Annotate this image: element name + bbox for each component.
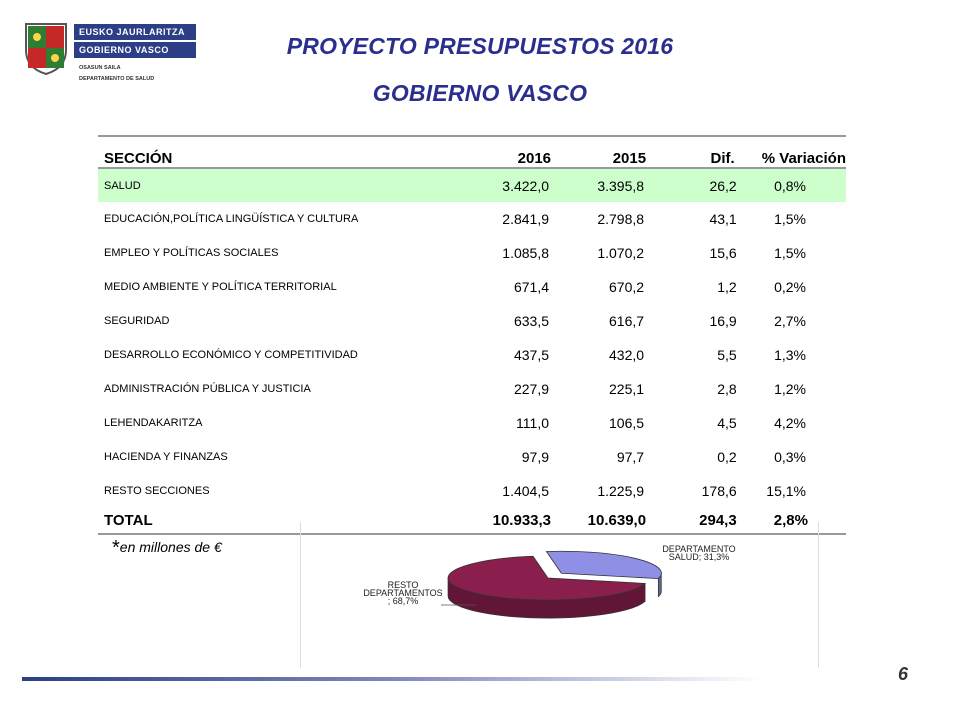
cell-variacion: 0,3%: [774, 449, 806, 465]
cell-dif: 4,5: [717, 415, 737, 431]
cell-dif: 2,8: [717, 381, 737, 397]
cell-2016: 633,5: [513, 313, 550, 329]
total-dif: 294,3: [699, 512, 737, 529]
table-row: [98, 270, 846, 304]
cell-dif: 16,9: [709, 313, 737, 329]
cell-seccion: RESTO SECCIONES: [104, 485, 210, 497]
cell-variacion: 0,2%: [774, 279, 806, 295]
table-row: [98, 440, 846, 474]
cell-2015: 1.070,2: [597, 245, 645, 261]
cell-variacion: 0,8%: [774, 177, 806, 194]
cell-2015: 670,2: [609, 279, 645, 295]
cell-seccion: SEGURIDAD: [104, 315, 170, 327]
column-header-seccion: SECCIÓN: [104, 150, 173, 167]
cell-seccion: DESARROLLO ECONÓMICO Y COMPETITIVIDAD: [104, 349, 358, 361]
table-row: [98, 372, 846, 406]
table-row: [98, 202, 846, 236]
cell-2015: 3.395,8: [597, 177, 645, 194]
cell-2016: 671,4: [513, 279, 550, 295]
page-number: 6: [898, 664, 909, 684]
column-header-dif: Dif.: [710, 150, 735, 167]
gobierno-vasco-logo: [22, 20, 192, 90]
cell-2015: 616,7: [609, 313, 645, 329]
pie-chart-container: [300, 522, 819, 668]
cell-2016: 111,0: [516, 415, 550, 431]
note-text: en millones de €: [119, 539, 222, 555]
page-subtitle: GOBIERNO VASCO: [372, 80, 588, 106]
logo-text-gobierno: GOBIERNO VASCO: [74, 42, 196, 58]
page-title: PROYECTO PRESUPUESTOS 2016: [286, 33, 674, 59]
cell-2016: 437,5: [513, 347, 550, 363]
cell-2015: 225,1: [609, 381, 645, 397]
table-row: [98, 338, 846, 372]
budget-table: [98, 135, 846, 535]
cell-2015: 2.798,8: [597, 211, 645, 227]
total-variacion: 2,8%: [773, 512, 808, 529]
cell-dif: 43,1: [709, 211, 737, 227]
cell-2016: 227,9: [513, 381, 550, 397]
cell-variacion: 1,3%: [774, 347, 806, 363]
coat-of-arms-icon: [22, 20, 70, 76]
cell-dif: 178,6: [701, 483, 737, 499]
logo-text-eusko: EUSKO JAURLARITZA: [74, 24, 196, 40]
footer-divider: [22, 677, 762, 681]
cell-seccion: EDUCACIÓN,POLÍTICA LINGÜÍSTICA Y CULTURA: [104, 213, 359, 225]
table-row: [98, 406, 846, 440]
column-header-2015: 2015: [612, 150, 647, 167]
cell-dif: 15,6: [709, 245, 737, 261]
column-header-variacion: % Variación: [761, 150, 846, 167]
cell-variacion: 1,5%: [774, 211, 806, 227]
cell-seccion: MEDIO AMBIENTE Y POLÍTICA TERRITORIAL: [104, 281, 337, 293]
table-row: [98, 236, 846, 270]
cell-2016: 2.841,9: [502, 211, 550, 227]
pie-slice-salud: [546, 551, 661, 578]
logo-subtitle-salud: DEPARTAMENTO DE SALUD: [79, 76, 155, 82]
cell-dif: 5,5: [717, 347, 737, 363]
cell-2016: 1.085,8: [502, 245, 550, 261]
cell-dif: 1,2: [717, 279, 737, 295]
cell-seccion: EMPLEO Y POLÍTICAS SOCIALES: [104, 247, 279, 259]
cell-2015: 1.225,9: [597, 483, 645, 499]
pie-chart: [301, 522, 818, 668]
cell-seccion: SALUD: [104, 179, 141, 192]
cell-2016: 97,9: [521, 449, 550, 465]
cell-2015: 106,5: [609, 415, 645, 431]
table-row: [98, 304, 846, 338]
total-label: TOTAL: [104, 512, 153, 529]
column-header-2016: 2016: [517, 150, 552, 167]
cell-variacion: 1,5%: [774, 245, 806, 261]
cell-2015: 97,7: [616, 449, 645, 465]
cell-seccion: ADMINISTRACIÓN PÚBLICA Y JUSTICIA: [104, 383, 311, 395]
total-2016: 10.933,3: [492, 512, 552, 529]
pie-label-salud: DEPARTAMENTO SALUD; 31,3%: [662, 544, 736, 562]
cell-variacion: 1,2%: [774, 381, 806, 397]
cell-seccion: HACIENDA Y FINANZAS: [104, 451, 228, 463]
table-row: [98, 168, 846, 202]
cell-2016: 1.404,5: [502, 483, 550, 499]
cell-variacion: 4,2%: [774, 415, 806, 431]
pie-label-resto: RESTO DEPARTAMENTOS ; 68,7%: [363, 580, 443, 606]
units-note: [112, 537, 222, 560]
table-header-row: [98, 136, 846, 168]
table-row: [98, 474, 846, 508]
total-2015: 10.639,0: [587, 512, 647, 529]
cell-seccion: LEHENDAKARITZA: [104, 417, 203, 429]
logo-subtitle-osasun: OSASUN SAILA: [79, 65, 121, 71]
cell-dif: 0,2: [717, 449, 737, 465]
cell-2016: 3.422,0: [502, 177, 550, 194]
note-asterisk: *: [112, 537, 120, 559]
cell-variacion: 2,7%: [774, 313, 806, 329]
cell-variacion: 15,1%: [766, 483, 806, 499]
cell-dif: 26,2: [709, 177, 737, 194]
cell-2015: 432,0: [609, 347, 645, 363]
